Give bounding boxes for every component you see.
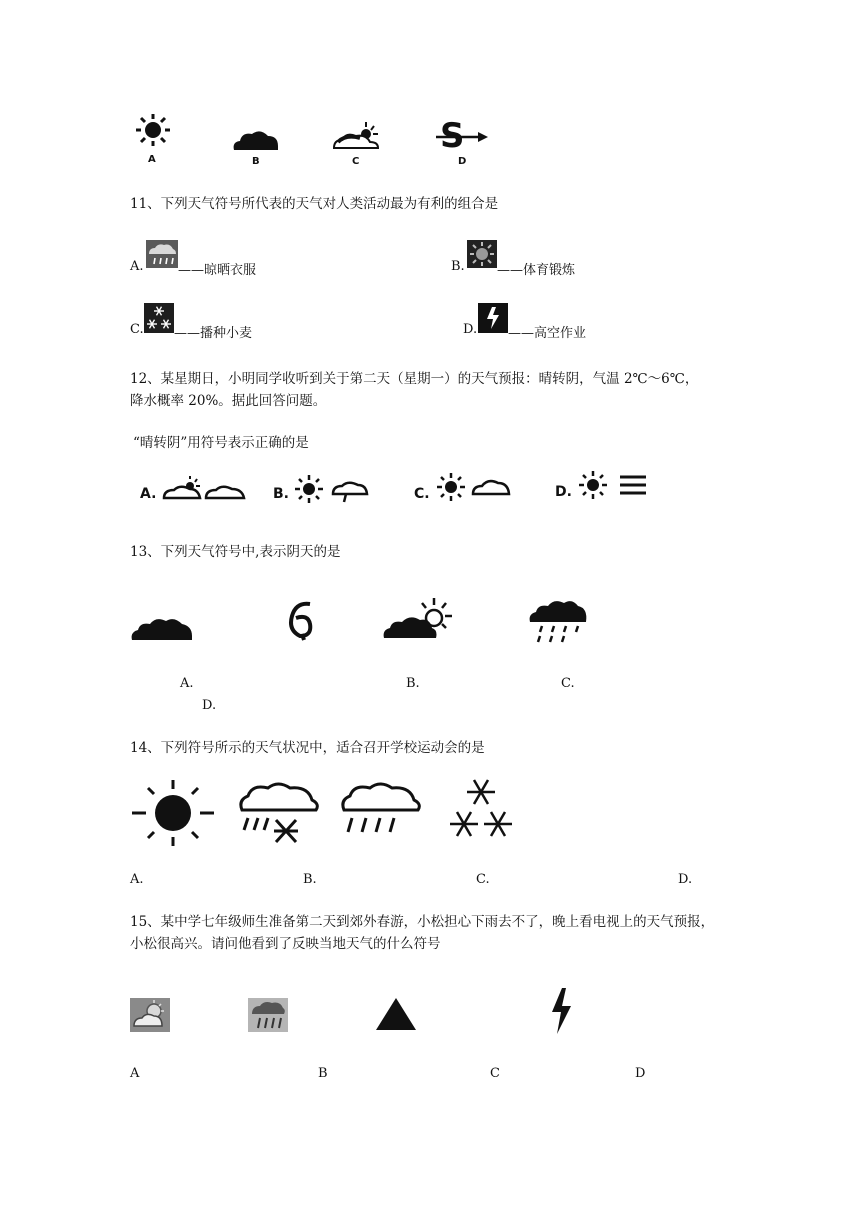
rain-icon <box>146 240 178 268</box>
q13-stem: 13、下列天气符号中,表示阴天的是 <box>130 544 341 560</box>
partly-cloudy-icon <box>382 596 462 642</box>
lightning-icon <box>478 303 508 333</box>
q11-d-text: ——高空作业 <box>508 326 587 341</box>
partly-cloudy-icon <box>330 118 384 156</box>
q15-stem-line2: 小松很高兴。请问他看到了反映当地天气的什么符号 <box>130 936 441 952</box>
typhoon-icon: S <box>440 116 465 156</box>
q13-option-d[interactable]: D. <box>202 698 217 713</box>
arrow-icon <box>436 132 488 142</box>
q11-d-letter: D. <box>463 322 478 337</box>
sun-icon <box>467 240 497 268</box>
q14-option-d[interactable]: D. <box>678 872 693 887</box>
cloud-icon <box>330 478 370 504</box>
q14-option-b[interactable]: B. <box>303 872 317 887</box>
sun-icon <box>434 470 468 504</box>
q15-option-d[interactable]: D <box>635 1066 646 1081</box>
cloud-icon <box>470 474 512 498</box>
q11-c-letter: C. <box>130 322 144 337</box>
q15-option-b[interactable]: B <box>318 1066 328 1081</box>
q11-stem: 11、下列天气符号所代表的天气对人类活动最为有利的组合是 <box>130 196 499 212</box>
snow-icon <box>444 776 518 842</box>
fog-icon <box>618 474 648 496</box>
q13-option-a[interactable]: A. <box>180 676 194 691</box>
q11-c-text: ——播种小麦 <box>174 326 253 341</box>
sun-icon <box>576 468 610 502</box>
hail-icon <box>374 996 418 1032</box>
option-label-c: C <box>352 156 360 167</box>
sun-icon <box>130 106 176 154</box>
q15-stem-line1: 15、某中学七年级师生准备第二天到郊外春游，小松担心下雨去不了，晚上看电视上的天气预报， <box>130 914 715 930</box>
snow-icon <box>144 303 174 333</box>
option-label-a: A <box>148 154 156 165</box>
q15-option-c[interactable]: C <box>490 1066 500 1081</box>
sun-icon <box>130 778 216 848</box>
q11-a-text: ——晾晒衣服 <box>178 263 257 278</box>
q14-stem: 14、下列符号所示的天气状况中，适合召开学校运动会的是 <box>130 740 485 756</box>
q13-option-c[interactable]: C. <box>561 676 575 691</box>
partly-cloudy-icon <box>160 474 250 504</box>
sleet-icon <box>236 780 320 846</box>
cloud-icon <box>230 124 282 154</box>
q11-b-text: ——体育锻炼 <box>497 263 576 278</box>
rain-icon <box>528 598 588 644</box>
q13-option-b[interactable]: B. <box>406 676 420 691</box>
rain-icon <box>338 780 422 840</box>
lightning-icon <box>544 986 578 1036</box>
q12-subquestion: “晴转阴”用符号表示正确的是 <box>133 435 309 451</box>
q12-option-c-label[interactable]: C. <box>414 486 430 502</box>
q12-option-a-label[interactable]: A. <box>140 486 157 502</box>
rain-icon <box>248 998 288 1032</box>
partly-cloudy-icon <box>130 998 170 1032</box>
q11-b-letter: B. <box>451 259 465 274</box>
q11-a-letter: A. <box>130 259 144 274</box>
q12-option-d-label[interactable]: D. <box>555 484 572 500</box>
typhoon-icon <box>284 600 318 642</box>
q15-option-a[interactable]: A <box>130 1066 140 1081</box>
q12-stem-line1: 12、某星期日，小明同学收听到关于第二天（星期一）的天气预报：晴转阴，气温 2℃～6℃， <box>130 371 699 387</box>
q14-option-c[interactable]: C. <box>476 872 490 887</box>
option-label-d: D <box>458 156 467 167</box>
sun-icon <box>292 472 326 506</box>
q12-stem-line2: 降水概率 20%。据此回答问题。 <box>130 393 327 409</box>
cloud-icon <box>130 612 194 642</box>
q14-option-a[interactable]: A. <box>130 872 144 887</box>
option-label-b: B <box>252 156 260 167</box>
q12-option-b-label[interactable]: B. <box>273 486 289 502</box>
